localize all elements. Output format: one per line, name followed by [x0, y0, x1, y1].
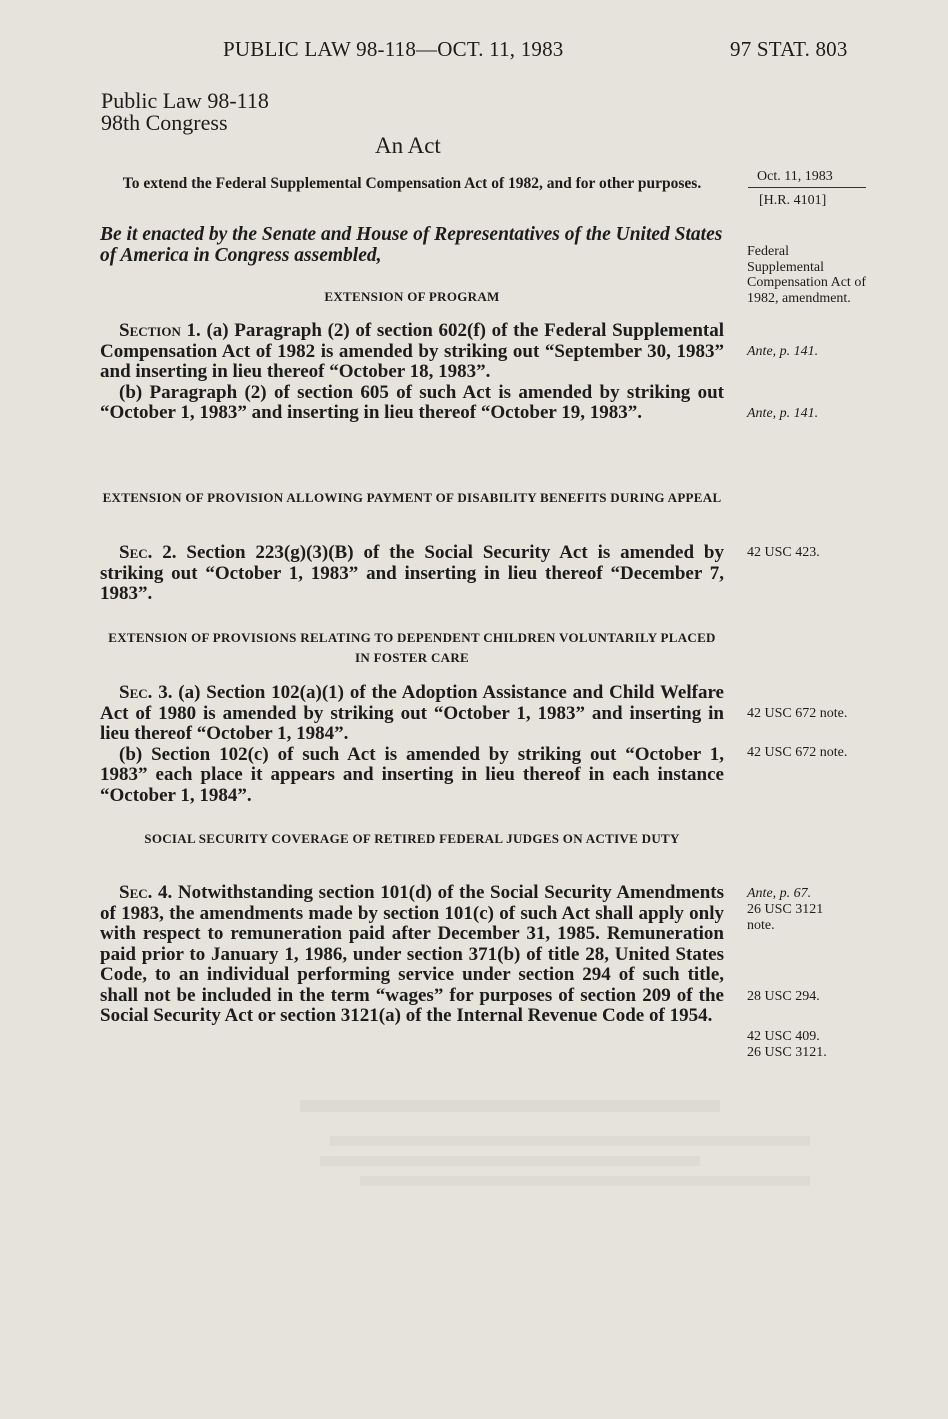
enacting-clause: Be it enacted by the Senate and House of Representatives of the United States of America in Congress assembled, [100, 224, 723, 266]
margin-usc-note: 42 USC 409. [747, 1029, 820, 1044]
section-3-text [100, 683, 724, 806]
section-4-text [100, 883, 724, 1027]
bleed-through-mark [320, 1156, 700, 1166]
margin-usc-note: 42 USC 672 note. [747, 745, 848, 760]
running-header: PUBLIC LAW 98-118—OCT. 11, 1983 [223, 37, 564, 61]
bleed-through-mark [330, 1136, 810, 1146]
margin-bill-number: [H.R. 4101] [759, 193, 827, 208]
margin-usc-note: 28 USC 294. [747, 989, 820, 1004]
margin-usc-note: 26 USC 3121 note. [747, 902, 824, 933]
section-1-subsection-b: (b) Paragraph (2) of section 605 of such Act is amended by striking out “October 1, 1983” and inserting in lieu thereof “October 19, 1983”. [100, 381, 724, 423]
section-1-text [100, 321, 724, 424]
margin-usc-note: 42 USC 423. [747, 545, 820, 560]
section-label: Sec. [119, 882, 153, 903]
bleed-through-mark [300, 1100, 720, 1112]
stat-page-number: 97 STAT. 803 [730, 37, 848, 61]
section-3-subsection-a [100, 683, 724, 745]
section-label: Section [119, 320, 181, 341]
section-4-heading: SOCIAL SECURITY COVERAGE OF RETIRED FEDERAL JUDGES ON ACTIVE DUTY [144, 831, 680, 846]
margin-ante-note: Ante, p. 141. [747, 406, 819, 421]
section-3-heading: EXTENSION OF PROVISIONS RELATING TO DEPENDENT CHILDREN VOLUNTARILY PLACED IN FOSTER CARE [108, 630, 716, 665]
margin-topic-note: Federal Supplemental Compensation Act of 1982, amendment. [747, 244, 866, 306]
section-1-heading: EXTENSION OF PROGRAM [324, 289, 500, 304]
margin-rule [748, 187, 866, 188]
section-1-subsection-a [100, 321, 724, 383]
section-3-subsection-b: (b) Section 102(c) of such Act is amended by striking out “October 1, 1983” each place it appears and inserting in lieu thereof in each instance “October 1, 1984”. [100, 743, 724, 806]
margin-date: Oct. 11, 1983 [757, 169, 833, 184]
section-2-text [100, 543, 724, 605]
section-label: Sec. [119, 542, 153, 563]
congress-number: 98th Congress [101, 110, 228, 135]
margin-ante-note: Ante, p. 67. [747, 886, 812, 901]
bleed-through-mark [360, 1176, 810, 1186]
section-4-body: 4. Notwithstanding section 101(d) of the Social Security Amendments of 1983, the amendments made by section 101(c) of such Act shall apply only with respect to remuneration paid after December 31, 1985. Remuneration paid prior to January 1, 1986, under section 371(b) of title 28, United States Code, to an individual performing service under section 294 of such title, shall not be included in the term “wages” for purposes of section 209 of the Social Security Act or section 3121(a) of the Internal Revenue Code of 1954. [100, 882, 724, 1026]
margin-ante-note: Ante, p. 141. [747, 344, 819, 359]
public-law-number: Public Law 98-118 [101, 88, 269, 113]
margin-usc-note: 26 USC 3121. [747, 1045, 827, 1060]
section-1-a-body: 1. (a) Paragraph (2) of section 602(f) of the Federal Supplemental Compensation Act of 1982 is amended by striking out “September 30, 1983” and inserting in lieu thereof “October 18, 1983”. [100, 320, 724, 382]
section-2-body: 2. Section 223(g)(3)(B) of the Social Security Act is amended by striking out “October 1, 1983” and inserting in lieu thereof “December 7, 1983”. [100, 542, 724, 604]
act-purpose: To extend the Federal Supplemental Compensation Act of 1982, and for other purposes. [122, 175, 702, 192]
act-label: An Act [375, 133, 441, 158]
section-3-a-body: 3. (a) Section 102(a)(1) of the Adoption Assistance and Child Welfare Act of 1980 is amended by striking out “October 1, 1983” and inserting in lieu thereof “October 1, 1984”. [100, 682, 724, 744]
margin-usc-note: 42 USC 672 note. [747, 706, 848, 721]
section-label: Sec. [119, 682, 153, 703]
section-2-heading: EXTENSION OF PROVISION ALLOWING PAYMENT OF DISABILITY BENEFITS DURING APPEAL [102, 490, 722, 505]
